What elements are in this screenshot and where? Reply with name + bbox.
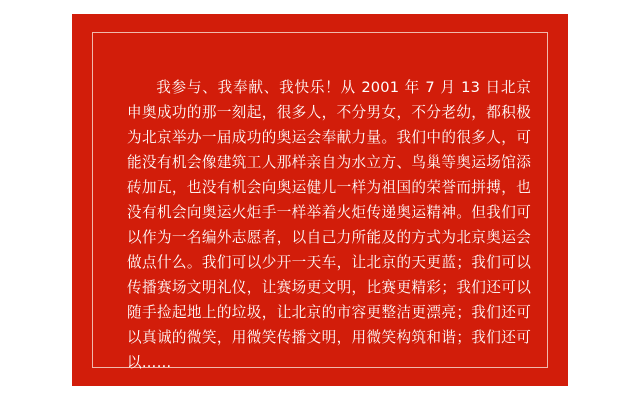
- slide-canvas: [72, 14, 568, 386]
- slide-inner-border: [92, 32, 548, 371]
- slide-body-text: 我参与、我奉献、我快乐！从 2001 年 7 月 13 日北京申奥成功的那一刻起，很多人，不分男女，不分老幼，都积极为北京举办一届成功的奥运会奉献力量。我们中的很多人，可能没有机会像建筑工人那样亲自为水立方、鸟巢等奥运场馆添砖加瓦，也没有机会向奥运健儿一样为祖国的荣誉而拼搏，也没有机会向奥运火炬手一样举着火炬传递奥运精神。但我们可以作为一名编外志愿者，以自己力所能及的方式为北京奥运会做点什么。我们可以少开一天车，让北京的天更蓝；我们可以传播赛场文明礼仪，让赛场更文明，比赛更精彩；我们还可以随手捡起地上的垃圾，让北京的市容更整洁更漂亮；我们还可以真诚的微笑，用微笑传播文明，用微笑构筑和谐；我们还可以……: [127, 79, 531, 371]
